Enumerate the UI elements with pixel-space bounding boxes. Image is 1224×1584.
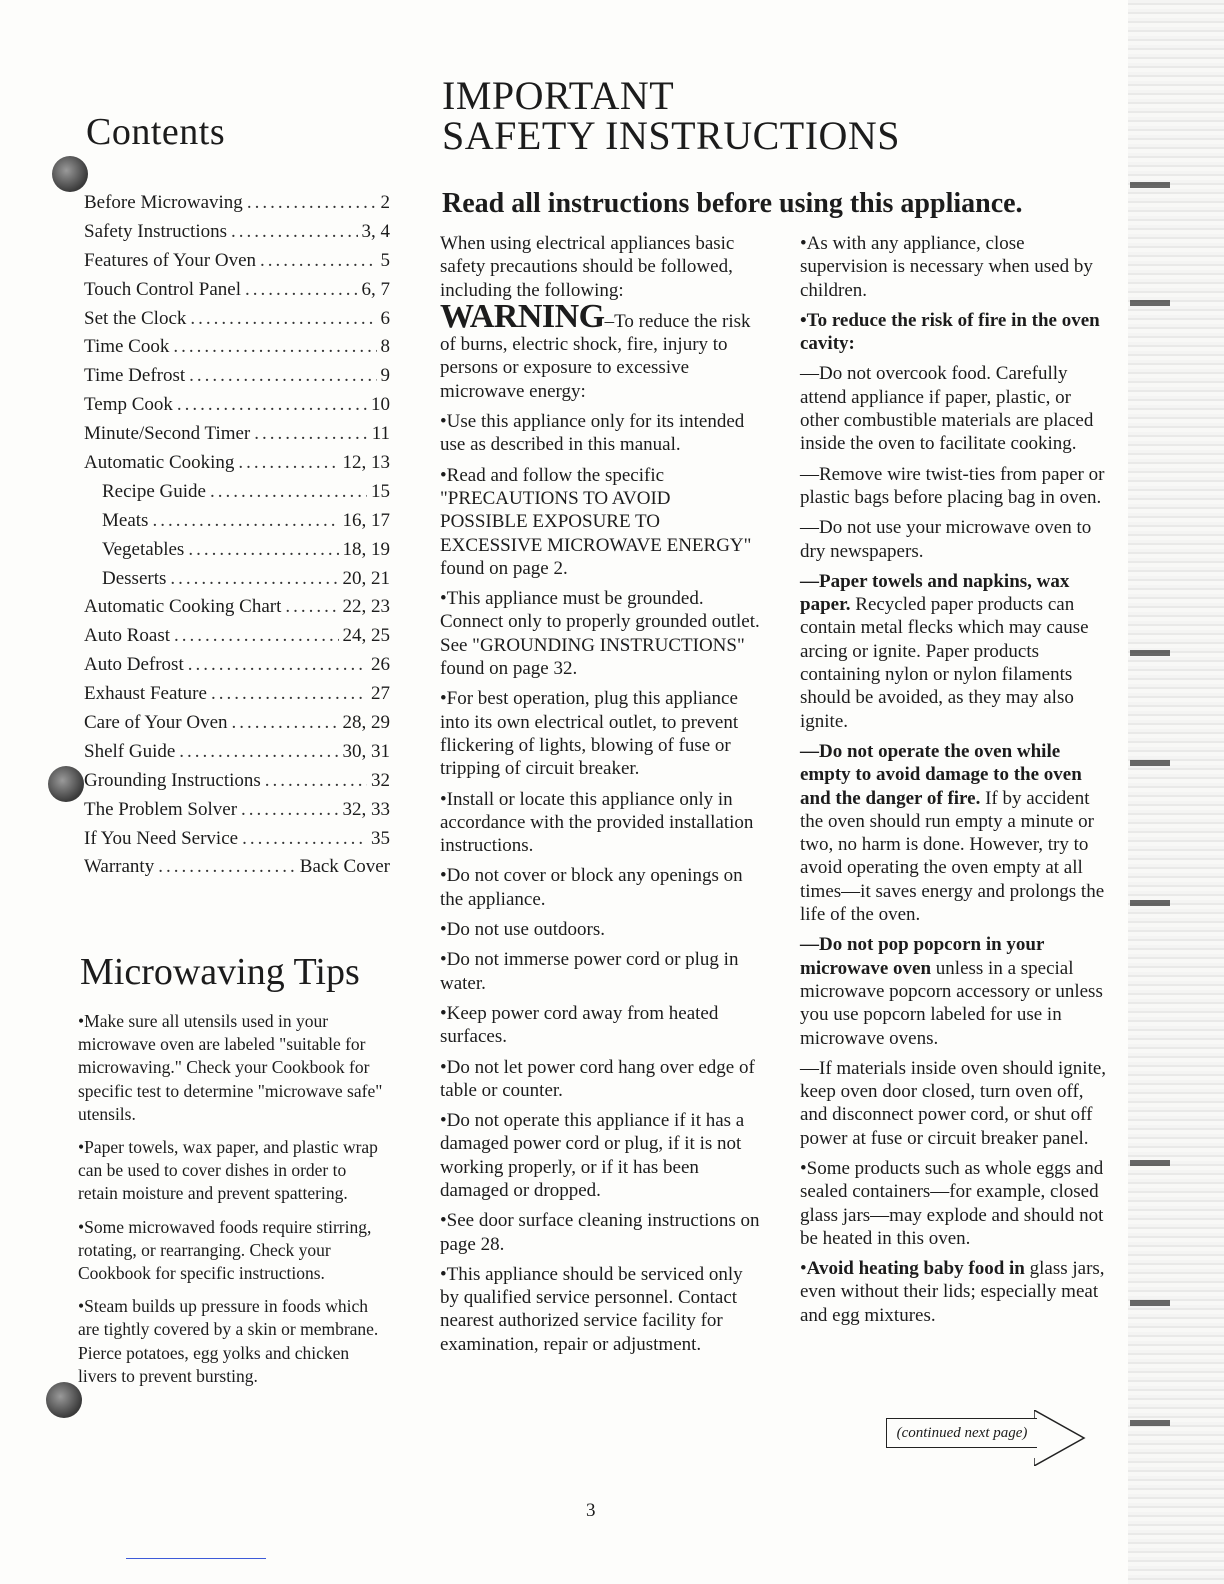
toc-page: 26 [371, 654, 390, 676]
toc-row [84, 828, 390, 857]
toc-row [84, 221, 390, 250]
tips-list [78, 1010, 384, 1398]
binder-hole-icon [46, 1382, 82, 1418]
toc-label: If You Need Service [84, 827, 239, 849]
toc-label: Exhaust Feature [84, 683, 207, 705]
safety-column-left [440, 232, 760, 1363]
contents-title: Contents [86, 111, 226, 153]
toc-leader [174, 625, 338, 647]
safety-subtitle: Read all instructions before using this appliance. [442, 188, 1023, 219]
toc-page: 15 [371, 480, 390, 502]
popcorn-item [800, 933, 1112, 1049]
toc-page: 28, 29 [342, 712, 390, 734]
toc-label: Auto Defrost [84, 654, 184, 676]
table-of-contents [84, 192, 390, 885]
toc-label: Care of Your Oven [84, 712, 228, 734]
warning-paragraph [440, 297, 760, 403]
safety-bullets-left [440, 410, 760, 1356]
toc-page: 27 [371, 683, 390, 705]
safety-bullet: • Read and follow the specific "PRECAUTIONS TO AVOID POSSIBLE EXPOSURE TO EXCESSIVE MICROWAVE ENERGY" found on page 2. [440, 464, 760, 580]
binder-hole-icon [48, 766, 84, 802]
toc-leader [173, 336, 376, 358]
toc-page: 5 [380, 249, 390, 271]
safety-bullet: • For best operation, plug this appliance into its own electrical outlet, to prevent flickering of lights, blowing of fuse or tripping of circuit breaker. [440, 687, 760, 780]
toc-label: Safety Instructions [84, 220, 228, 242]
toc-page: 30, 31 [342, 740, 390, 762]
toc-row [84, 683, 390, 712]
toc-leader [247, 192, 377, 214]
toc-label: Shelf Guide [84, 740, 176, 762]
toc-page: 8 [380, 336, 390, 358]
toc-page: 22, 23 [342, 596, 390, 618]
toc-page: 35 [371, 827, 390, 849]
toc-page: 12, 13 [342, 452, 390, 474]
newspapers-item: —Do not use your microwave oven to dry newspapers. [800, 517, 1092, 562]
toc-page: 16, 17 [342, 509, 390, 531]
toc-row [84, 250, 390, 279]
twist-ties-item: —Remove wire twist-ties from paper or plastic bags before placing bag in oven. [800, 463, 1105, 508]
tip-item: • Steam builds up pressure in foods which are tightly covered by a skin or membrane. Pierce potatoes, egg yolks and chicken livers to prevent bursting. [78, 1295, 384, 1388]
toc-row [84, 856, 390, 885]
toc-leader [177, 394, 367, 416]
toc-leader [211, 683, 367, 705]
toc-leader [189, 365, 376, 387]
toc-leader [188, 654, 367, 676]
toc-leader [158, 856, 296, 878]
toc-label: Meats [102, 509, 149, 531]
toc-row [84, 799, 390, 828]
toc-label: Set the Clock [84, 307, 187, 329]
toc-page: 32, 33 [342, 798, 390, 820]
scan-mark [1130, 300, 1170, 306]
toc-page: 20, 21 [342, 567, 390, 589]
tip-item: • Some microwaved foods require stirring, rotating, or rearranging. Check your Cookbook for specific instructions. [78, 1216, 384, 1286]
scan-mark [1130, 1420, 1170, 1426]
toc-row [84, 452, 390, 481]
paper-text: Recycled paper products can contain metal flecks which may cause arcing or ignite. Paper products containing nylon or nylon filaments should be avoided, as they may also ignite. [800, 594, 1089, 732]
baby-bold: Avoid heating baby food in [806, 1258, 1025, 1280]
toc-page: 11 [371, 423, 390, 445]
toc-label: Automatic Cooking Chart [84, 596, 282, 618]
ignite-item: —If materials inside oven should ignite, keep oven door closed, turn oven off, and disconnect power cord, or shut off power at fuse or circuit breaker panel. [800, 1057, 1107, 1149]
safety-bullet: • Use this appliance only for its intended use as described in this manual. [440, 410, 760, 457]
popcorn-bold: —Do not pop popcorn in your microwave oven [800, 934, 1045, 979]
toc-row [84, 625, 390, 654]
toc-label: Time Cook [84, 336, 170, 358]
warning-word: WARNING [440, 297, 605, 335]
empty-text: If by accident the oven should run empty a minute or two, no harm is done. However, try to avoid operating the oven empty at all times—it saves energy and prolongs the life of the oven. [800, 787, 1105, 926]
toc-label: Touch Control Panel [84, 278, 241, 300]
toc-label: Grounding Instructions [84, 769, 261, 791]
safety-bullet: • Do not operate this appliance if it has a damaged power cord or plug, if it is not working properly, or if it has been damaged or dropped. [440, 1109, 760, 1202]
toc-page: 32 [371, 769, 390, 791]
toc-page: 24, 25 [342, 625, 390, 647]
tip-item: • Make sure all utensils used in your microwave oven are labeled "suitable for microwaving." Check your Cookbook for specific test to determine "microwave safe" utensils. [78, 1010, 384, 1126]
toc-label: Features of Your Oven [84, 249, 257, 271]
safety-bullet: • See door surface cleaning instructions on page 28. [440, 1209, 760, 1256]
toc-leader [241, 799, 338, 821]
toc-leader [254, 423, 367, 445]
toc-label: The Problem Solver [84, 798, 238, 820]
safety-bullet: • Do not immerse power cord or plug in water. [440, 948, 760, 995]
toc-leader [245, 279, 358, 301]
toc-page: Back Cover [299, 856, 390, 878]
safety-bullet: • Install or locate this appliance only in accordance with the provided installation instructions. [440, 788, 760, 858]
toc-row [84, 596, 390, 625]
toc-row [84, 365, 390, 394]
safety-title-line1: IMPORTANT [442, 73, 675, 118]
supervision-item: • As with any appliance, close supervision is necessary when used by children. [800, 232, 1112, 302]
toc-label: Time Defrost [84, 365, 186, 387]
warning-text: –To reduce the risk of burns, electric shock, fire, injury to persons or exposure to excessive microwave energy: [440, 310, 751, 402]
paper-item [800, 570, 1112, 733]
empty-item [800, 740, 1112, 926]
toc-leader [210, 481, 367, 503]
toc-row [84, 539, 390, 568]
toc-page: 18, 19 [342, 538, 390, 560]
toc-page: 2 [380, 192, 390, 213]
scan-mark [1130, 1160, 1170, 1166]
eggs-item: • Some products such as whole eggs and sealed containers—for example, closed glass jars—may explode and should not be heated in this oven. [800, 1157, 1112, 1250]
toc-row [84, 279, 390, 308]
toc-row [84, 568, 390, 597]
scan-mark [1130, 182, 1170, 188]
overcook-item: —Do not overcook food. Carefully attend appliance if paper, plastic, or other combustible materials are placed inside the oven to facilitate cooking. [800, 363, 1094, 455]
toc-label: Desserts [102, 567, 167, 589]
toc-leader [231, 221, 357, 243]
empty-bold: —Do not operate the oven while empty to avoid damage to the oven and the danger of fire. [800, 740, 1082, 809]
toc-label: Warranty [84, 856, 155, 878]
toc-row [84, 336, 390, 365]
toc-row [84, 481, 390, 510]
toc-row [84, 308, 390, 337]
toc-label: Before Microwaving [84, 192, 243, 213]
toc-row [84, 654, 390, 683]
scan-edge-strip [1128, 0, 1224, 1584]
toc-page: 3, 4 [361, 220, 390, 242]
fire-heading: • To reduce the risk of fire in the oven cavity: [800, 309, 1112, 356]
scan-mark [1130, 650, 1170, 656]
toc-leader [242, 828, 367, 850]
toc-label: Temp Cook [84, 394, 173, 416]
safety-intro: When using electrical appliances basic safety precautions should be followed, including the following: [440, 233, 735, 301]
scan-mark [1130, 900, 1170, 906]
baby-text: glass jars, even without their lids; especially meat and egg mixtures. [800, 1258, 1105, 1326]
popcorn-text: unless in a special microwave popcorn accessory or unless you use popcorn labeled for use in microwave ovens. [800, 957, 1103, 1049]
safety-bullet: • Keep power cord away from heated surfaces. [440, 1002, 760, 1049]
toc-row [84, 712, 390, 741]
safety-bullet: • Do not use outdoors. [440, 918, 760, 941]
safety-bullet: • This appliance must be grounded. Connect only to properly grounded outlet. See "GROUNDING INSTRUCTIONS" found on page 32. [440, 587, 760, 680]
toc-label: Auto Roast [84, 625, 171, 647]
scan-mark [1130, 760, 1170, 766]
toc-leader [188, 539, 338, 561]
toc-leader [190, 308, 376, 330]
toc-label: Vegetables [102, 538, 185, 560]
safety-bullet: • Do not let power cord hang over edge of table or counter. [440, 1056, 760, 1103]
tip-item: • Paper towels, wax paper, and plastic wrap can be used to cover dishes in order to retain moisture and prevent spattering. [78, 1136, 384, 1206]
safety-bullet: • This appliance should be serviced only by qualified service personnel. Contact nearest authorized service facility for examination, repair or adjustment. [440, 1263, 760, 1356]
paper-bold: —Paper towels and napkins, wax paper. [800, 570, 1070, 616]
toc-row [84, 394, 390, 423]
toc-leader [238, 452, 338, 474]
continued-next-page-label: (continued next page) [886, 1418, 1037, 1448]
toc-leader [285, 596, 338, 618]
toc-leader [179, 741, 338, 763]
toc-page: 10 [371, 394, 390, 416]
toc-row [84, 423, 390, 452]
toc-leader [170, 568, 338, 590]
toc-row [84, 741, 390, 770]
toc-row [84, 770, 390, 799]
arrow-right-icon [1034, 1410, 1086, 1466]
toc-page: 6 [380, 307, 390, 329]
underline-decoration [126, 1558, 266, 1559]
toc-leader [232, 712, 339, 734]
safety-column-right [800, 232, 1112, 1334]
page-number: 3 [586, 1500, 596, 1521]
toc-page: 9 [380, 365, 390, 387]
scan-mark [1130, 1300, 1170, 1306]
toc-leader [260, 250, 376, 272]
toc-row [84, 192, 390, 221]
tips-title: Microwaving Tips [80, 951, 360, 993]
safety-bullet: • Do not cover or block any openings on the appliance. [440, 864, 760, 911]
toc-row [84, 510, 390, 539]
binder-hole-icon [52, 156, 88, 192]
toc-leader [152, 510, 338, 532]
toc-label: Recipe Guide [102, 480, 206, 502]
safety-title [442, 73, 901, 158]
toc-label: Automatic Cooking [84, 452, 235, 474]
baby-food-item [800, 1257, 1112, 1327]
toc-leader [265, 770, 367, 792]
toc-page: 6, 7 [361, 278, 390, 300]
safety-title-line2: SAFETY INSTRUCTIONS [442, 113, 901, 158]
toc-label: Minute/Second Timer [84, 423, 251, 445]
